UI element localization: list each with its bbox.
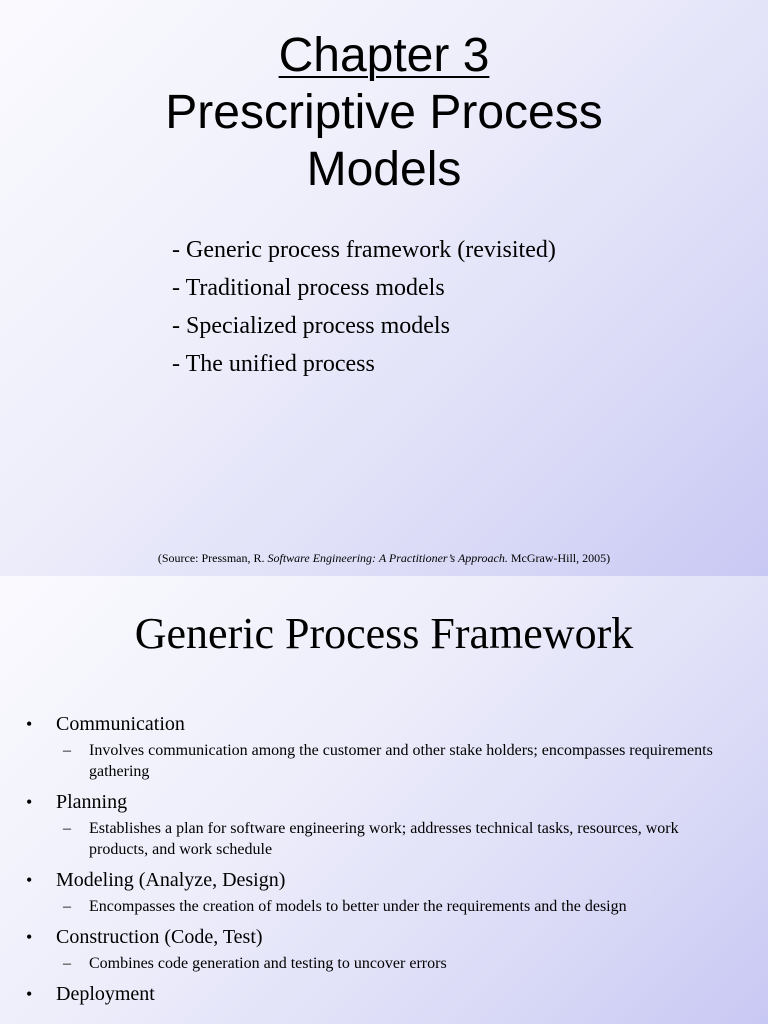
list-item bbox=[0, 818, 768, 860]
list-item bbox=[0, 740, 768, 782]
chapter-heading: Chapter 3 bbox=[278, 29, 490, 82]
list-item: - Traditional process models bbox=[172, 271, 556, 309]
list-item: - The unified process bbox=[172, 347, 556, 385]
activity-detail: Involves communication among the customer and other stake holders; encompasses requirements gathering bbox=[89, 742, 713, 780]
activity-label: Planning bbox=[56, 791, 128, 813]
dash-marker: – bbox=[63, 898, 71, 915]
bullet-marker: • bbox=[26, 984, 33, 1004]
list-item: - Generic process framework (revisited) bbox=[172, 233, 556, 271]
slide-title-line-3: Models bbox=[306, 143, 462, 196]
activity-label: Modeling (Analyze, Design) bbox=[56, 869, 286, 891]
bullet-marker: • bbox=[26, 792, 33, 812]
list-item: - Specialized process models bbox=[172, 309, 556, 347]
framework-activities-list bbox=[0, 712, 768, 1010]
bullet-marker: • bbox=[26, 870, 33, 890]
list-item bbox=[0, 712, 768, 740]
activity-label: Deployment bbox=[56, 983, 155, 1005]
list-item bbox=[0, 953, 768, 974]
bullet-marker: • bbox=[26, 714, 33, 734]
activity-label: Communication bbox=[56, 713, 185, 735]
bullet-marker: • bbox=[26, 927, 33, 947]
framework-slide bbox=[0, 576, 768, 1024]
activity-label: Construction (Code, Test) bbox=[56, 926, 263, 948]
chapter-topics-list bbox=[172, 233, 556, 385]
source-book-title: Software Engineering: A Practitioner’s Approach. bbox=[267, 551, 508, 565]
source-prefix: (Source: Pressman, R. bbox=[157, 551, 268, 565]
activity-detail: Encompasses the creation of models to better under the requirements and the design bbox=[89, 898, 627, 915]
source-suffix: McGraw-Hill, 2005) bbox=[507, 551, 611, 565]
activity-detail: Combines code generation and testing to uncover errors bbox=[89, 955, 447, 972]
slide-title: Generic Process Framework bbox=[134, 609, 634, 658]
dash-marker: – bbox=[63, 742, 71, 759]
slide-title-line-2: Prescriptive Process bbox=[165, 86, 603, 139]
list-item bbox=[0, 982, 768, 1010]
source-citation bbox=[0, 551, 768, 566]
dash-marker: – bbox=[63, 820, 71, 837]
activity-detail: Establishes a plan for software engineering work; addresses technical tasks, resources, work products, and work schedule bbox=[89, 820, 679, 858]
list-item bbox=[0, 896, 768, 917]
dash-marker: – bbox=[63, 955, 71, 972]
list-item bbox=[0, 868, 768, 896]
list-item bbox=[0, 790, 768, 818]
list-item bbox=[0, 925, 768, 953]
